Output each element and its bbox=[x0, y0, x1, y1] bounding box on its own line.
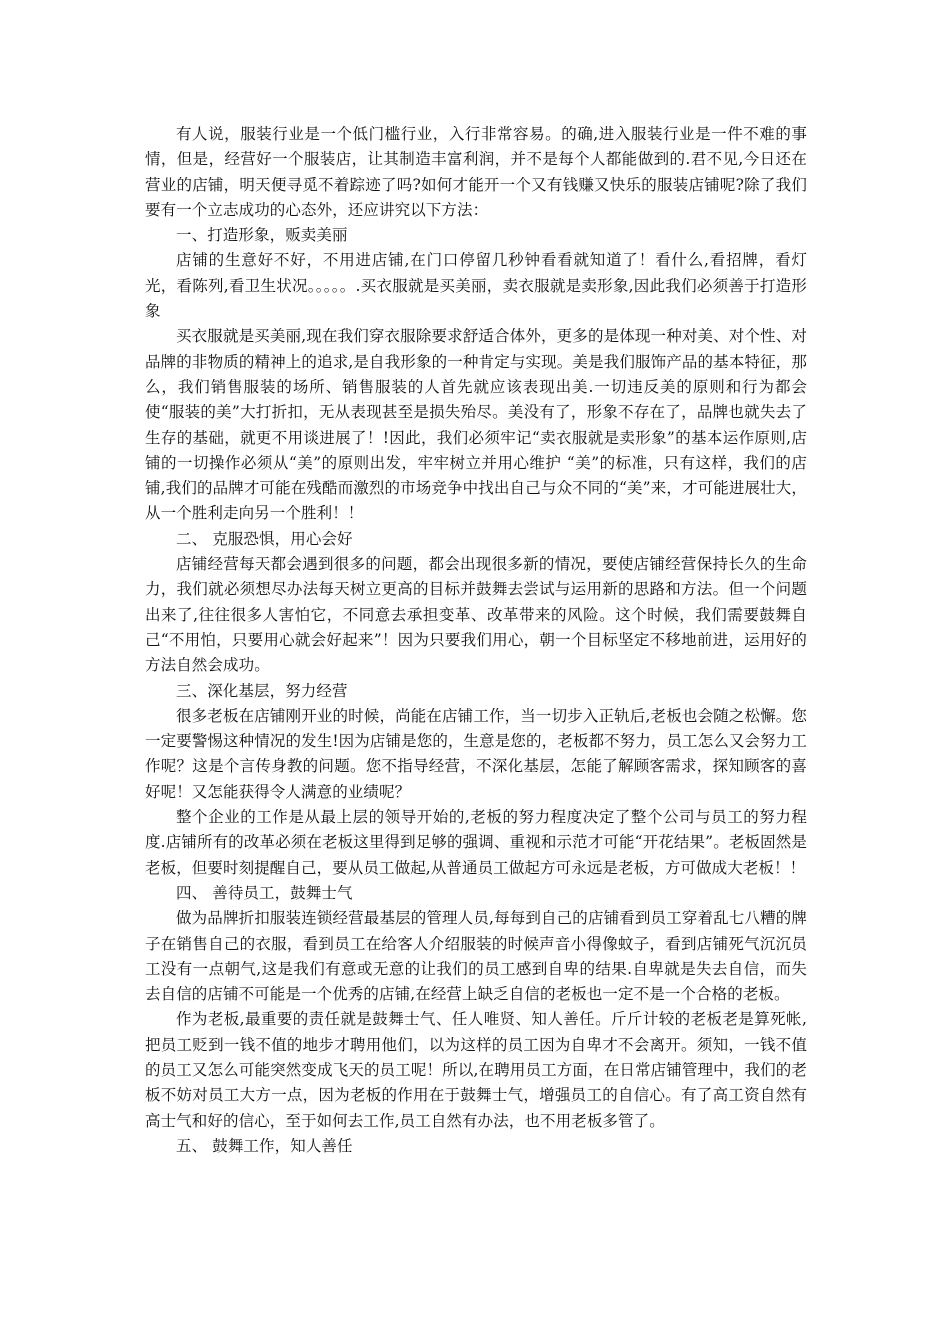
section-heading-1: 一、打造形象，贩卖美丽 bbox=[176, 226, 348, 245]
section-heading-2: 二、 克服恐惧，用心会好 bbox=[176, 529, 353, 548]
document-body bbox=[145, 122, 807, 1159]
intro-paragraph: 有人说，服装行业是一个低门槛行业，入行非常容易。的确,进入服装行业是一件不难的事情，但是，经营好一个服装店，让其制造丰富利润，并不是每个人都能做到的.君不见,今日还在营业的店铺，明天便寻觅不着踪迹了吗?如何才能开一个又有钱赚又快乐的服装店铺呢?除了我们要有一个立志成功的心态外，还应讲究以下方法： bbox=[145, 125, 807, 219]
body-paragraph: 很多老板在店铺刚开业的时候，尚能在店铺工作，当一切步入正轨后,老板也会随之松懈。您一定要警惕这种情况的发生!因为店铺是您的，生意是您的，老板都不努力，员工怎么又会努力工作呢？这是个言传身教的问题。您不指导经营，不深化基层，怎能了解顾客需求，探知顾客的喜好呢！又怎能获得令人满意的业绩呢？ bbox=[145, 706, 807, 801]
section-heading-5: 五、 鼓舞工作，知人善任 bbox=[176, 1136, 353, 1155]
body-paragraph: 买衣服就是买美丽,现在我们穿衣服除要求舒适合体外，更多的是体现一种对美、对个性、对品牌的非物质的精神上的追求,是自我形象的一种肯定与实现。美是我们服饰产品的基本特征，那么，我们销售服装的场所、销售服装的人首先就应该表现出美.一切违反美的原则和行为都会使“服装的美”大打折扣，无从表现甚至是损失殆尽。美没有了，形象不存在了，品牌也就失去了生存的基础，就更不用谈进展了！!因此，我们必须牢记“卖衣服就是卖形象”的基本运作原则,店铺的一切操作必须从“美”的原则出发，牢牢树立并用心维护 “美”的标准，只有这样，我们的店铺,我们的品牌才可能在残酷而激烈的市场竞争中找出自己与众不同的“美”来，才可能进展壮大，从一个胜利走向另一个胜利！！ bbox=[145, 327, 807, 523]
section-heading-4: 四、 善待员工，鼓舞士气 bbox=[176, 883, 353, 902]
body-paragraph: 作为老板,最重要的责任就是鼓舞士气、任人唯贤、知人善任。斤斤计较的老板老是算死帐,把员工贬到一钱不值的地步才聘用他们，以为这样的员工因为自卑才不会离开。须知，一钱不值的员工又怎么可能突然变成飞天的员工呢！所以,在聘用员工方面，在日常店铺管理中，我们的老板不妨对员工大方一点，因为老板的作用在于鼓舞士气，增强员工的自信心。有了高工资自然有高士气和好的信心，至于如何去工作,员工自然有办法，也不用老板多管了。 bbox=[145, 1010, 807, 1130]
body-paragraph: 做为品牌折扣服装连锁经营最基层的管理人员,每每到自己的店铺看到员工穿着乱七八糟的牌子在销售自己的衣服，看到员工在给客人介绍服装的时候声音小得像蚊子，看到店铺死气沉沉员工没有一点朝气,这是我们有意或无意的让我们的员工感到自卑的结果.自卑就是失去自信，而失去自信的店铺不可能是一个优秀的店铺,在经营上缺乏自信的老板也一定不是一个合格的老板。 bbox=[145, 909, 807, 1004]
body-paragraph: 整个企业的工作是从最上层的领导开始的,老板的努力程度决定了整个公司与员工的努力程度.店铺所有的改革必须在老板这里得到足够的强调、重视和示范才可能“开花结果”。老板固然是老板，但要时刻提醒自己，要从员工做起,从普通员工做起方可永远是老板，方可做成大老板！！ bbox=[145, 808, 807, 877]
section-heading-3: 三、深化基层，努力经营 bbox=[176, 681, 348, 700]
body-paragraph: 店铺经营每天都会遇到很多的问题，都会出现很多新的情况，要使店铺经营保持长久的生命力，我们就必须想尽办法每天树立更高的目标并鼓舞去尝试与运用新的思路和方法。但一个问题出来了,往往很多人害怕它，不同意去承担变革、改革带来的风险。这个时候，我们需要鼓舞自己“不用怕，只要用心就会好起来”！因为只要我们用心，朝一个目标坚定不移地前进，运用好的方法自然会成功。 bbox=[145, 555, 807, 675]
body-paragraph: 店铺的生意好不好，不用进店铺,在门口停留几秒钟看看就知道了！看什么,看招牌，看灯光，看陈列,看卫生状况。。。。。.买衣服就是买美丽，卖衣服就是卖形象,因此我们必须善于打造形象 bbox=[145, 251, 807, 321]
